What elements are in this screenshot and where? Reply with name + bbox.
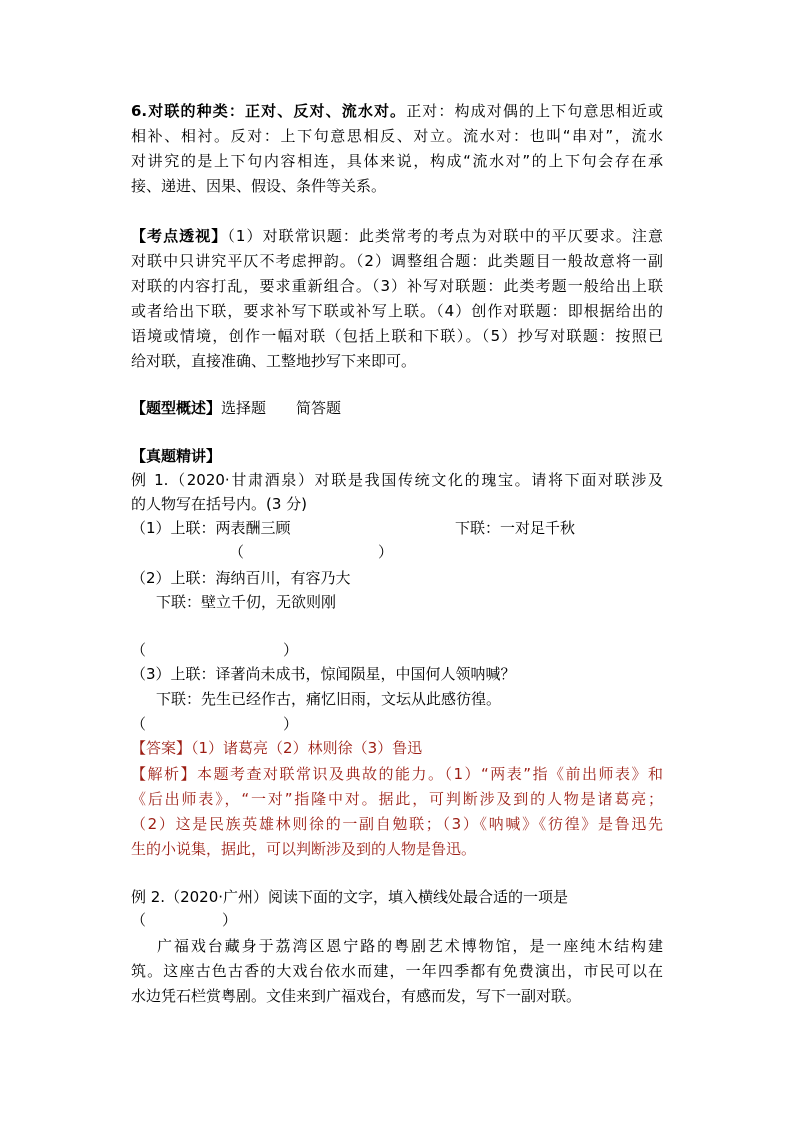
kaodian-line4: 或者给出下联，要求补写下联或补写上联。（4）创作对联题：即根据给出的	[131, 302, 663, 320]
example1-answer: 【答案】（1）诸葛亮（2）林则徐（3）鲁迅	[131, 739, 423, 757]
example1-q3-paren-close: ）	[283, 715, 299, 733]
example1-q3-lower: 下联：先生已经作古，痛忆旧雨，文坛从此感彷徨。	[156, 690, 502, 708]
example1-q1-paren-open: （	[229, 543, 245, 561]
example1-analysis-line1: 【解析】本题考查对联常识及典故的能力。（1）“两表”指《前出师表》和	[131, 765, 663, 783]
example1-q1-paren-close: ）	[378, 543, 394, 561]
example1-q1-lower: 下联：一对足千秋	[455, 519, 576, 537]
example1-q2-paren-close: ）	[283, 641, 299, 659]
section6-line2: 相补、相衬。反对：上下句意思相反、对立。流水对：也叫“串对”，流水	[131, 127, 663, 145]
example1-q2-upper: （2）上联：海纳百川，有容乃大	[131, 569, 351, 587]
section6-line1	[131, 101, 663, 121]
tixing-type1: 选择题	[221, 399, 267, 417]
kaodian-line6: 给对联，直接准确、工整地抄写下来即可。	[131, 352, 417, 370]
example2-paren-open: （	[131, 911, 147, 929]
example1-analysis-line3: （2）这是民族英雄林则徐的一副自勉联；（3）《呐喊》《彷徨》是鲁迅先	[131, 815, 663, 833]
kaodian-line2: 对联中只讲究平仄不考虑押韵。（2）调整组合题：此类题目一般故意将一副	[131, 252, 663, 270]
example1-q1-upper: （1）上联：两表酬三顾	[131, 519, 291, 537]
section6-line3: 对讲究的是上下句内容相连，具体来说，构成“流水对”的上下句会存在承	[131, 152, 663, 170]
section6-title: 6.对联的种类：正对、反对、流水对。	[131, 102, 407, 120]
zhenti-heading: 【真题精讲】	[131, 447, 222, 465]
example1-analysis-line4: 生的小说集，据此，可以判断涉及到的人物是鲁迅。	[131, 840, 477, 858]
section6-line4: 接、递进、因果、假设、条件等关系。	[131, 177, 387, 195]
example2-para-line2: 筑。这座古色古香的大戏台依水而建，一年四季都有免费演出，市民可以在	[131, 962, 663, 980]
example1-stem-line1: 例 1.（2020·甘肃酒泉）对联是我国传统文化的瑰宝。请将下面对联涉及	[131, 471, 663, 489]
kaodian-line5: 语境或情境，创作一幅对联（包括上联和下联）。（5）抄写对联题：按照已	[131, 327, 663, 345]
example1-q3-paren-open: （	[131, 715, 147, 733]
tixing-line	[131, 398, 341, 418]
kaodian-line1	[131, 226, 663, 246]
kaodian-line3: 对联的内容打乱，要求重新组合。（3）补写对联题：此类考题一般给出上联	[131, 277, 663, 295]
kaodian-heading: 【考点透视】	[131, 227, 228, 245]
section6-line1-text: 正对：构成对偶的上下句意思相近或	[406, 102, 663, 120]
example2-para-line1: 广福戏台藏身于荔湾区恩宁路的粤剧艺术博物馆，是一座纯木结构建	[157, 937, 663, 955]
example1-q3-upper: （3）上联：译著尚未成书，惊闻陨星，中国何人领呐喊？	[131, 665, 516, 683]
example1-q2-lower: 下联：壁立千仞，无欲则刚	[156, 593, 337, 611]
tixing-heading: 【题型概述】	[131, 399, 222, 417]
example1-analysis-line2: 《后出师表》，“一对”指隆中对。据此，可判断涉及到的人物是诸葛亮；	[131, 790, 663, 808]
kaodian-line1-text: （1）对联常识题：此类常考的考点为对联中的平仄要求。注意	[227, 227, 663, 245]
example1-stem-line2: 的人物写在括号内。(3 分)	[131, 495, 308, 513]
example2-stem-line1: 例 2.（2020·广州）阅读下面的文字，填入横线处最合适的一项是	[131, 888, 569, 906]
example1-q2-paren-open: （	[131, 641, 147, 659]
example2-para-line3: 水边凭石栏赏粤剧。文佳来到广福戏台，有感而发，写下一副对联。	[131, 987, 582, 1005]
example2-paren-close: ）	[222, 911, 238, 929]
tixing-type2: 简答题	[296, 399, 342, 417]
